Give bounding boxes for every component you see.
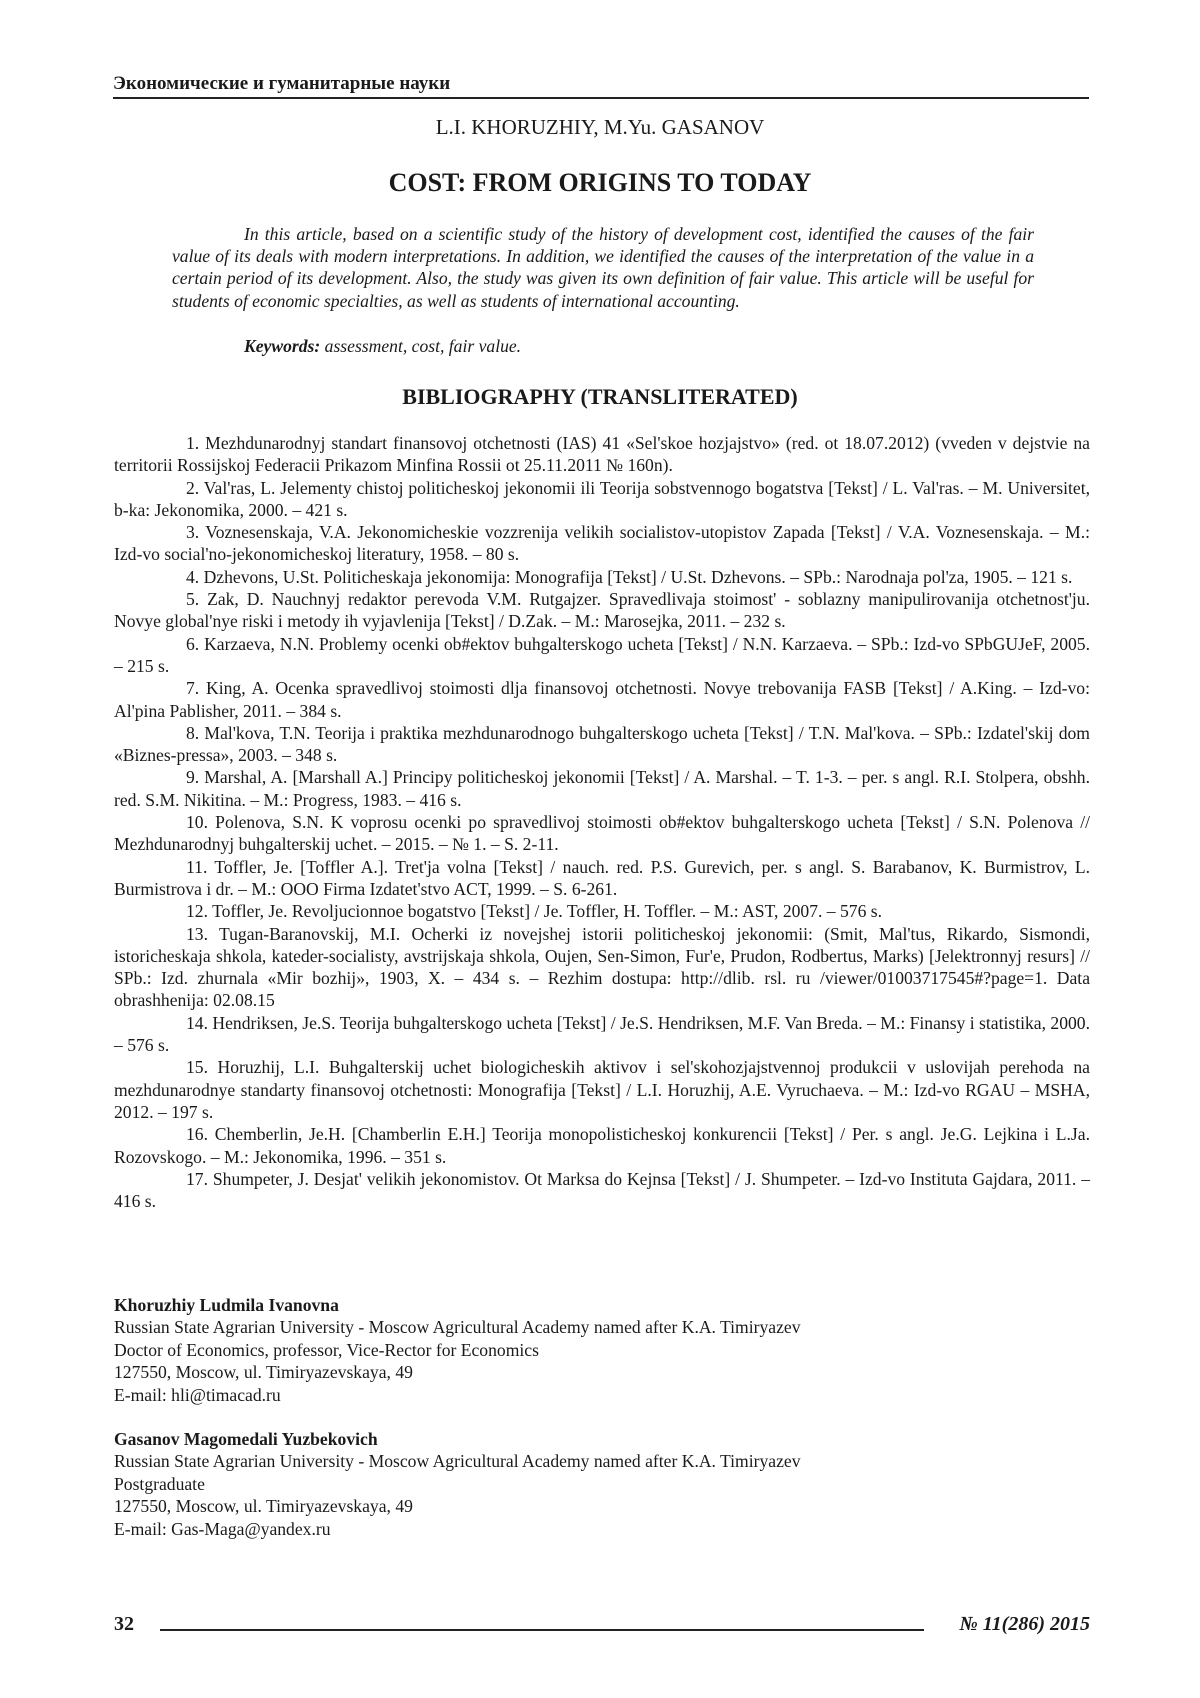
author-position: Doctor of Economics, professor, Vice-Rector for Economics — [114, 1339, 1094, 1361]
author-address: 127550, Moscow, ul. Timiryazevskaya, 49 — [114, 1495, 1094, 1517]
author-position: Postgraduate — [114, 1473, 1094, 1495]
bibliography-item: 16. Chemberlin, Je.H. [Chamberlin E.H.] Teorija monopolisticheskoj konkurencii [Tekst] / Per. s angl. Je.G. Lejkina i L.Ja. Rozovskogo. – M.: Jekonomika, 1996. – 351 s. — [114, 1123, 1090, 1168]
bibliography-item: 7. King, A. Ocenka spravedlivoj stoimosti dlja finansovoj otchetnosti. Novye trebovanija FASB [Tekst] / A.King. – Izd-vo: Al'pina Pablisher, 2011. – 384 s. — [114, 677, 1090, 722]
bibliography-item: 6. Karzaeva, N.N. Problemy ocenki ob#ektov buhgalterskogo ucheta [Tekst] / N.N. Karzaeva. – SPb.: Izd-vo SPbGUJeF, 2005. – 215 s. — [114, 633, 1090, 678]
bibliography-item: 15. Horuzhij, L.I. Buhgalterskij uchet biologicheskih aktivov i sel'skohozjajstvennoj produkcii v uslovijah perehoda na mezhdunarodnye standarty finansovoj otchetnosti: Monografija [Tekst] / L.I. Horuzhij, A.E. Vyruchaeva. – M.: Izd-vo RGAU – MSHA, 2012. – 197 s. — [114, 1056, 1090, 1123]
keywords-label: Keywords: — [244, 336, 320, 356]
article-abstract: In this article, based on a scientific study of the history of development cost, identified the causes of the fair value of its deals with modern interpretations. In addition, we identified the causes of the interpretation of the value in a certain period of its development. Also, the study was given its own definition of fair value. This article will be useful for students of economic specialties, as well as students of international accounting. — [172, 223, 1034, 312]
bibliography-item: 10. Polenova, S.N. K voprosu ocenki po spravedlivoj stoimosti ob#ektov buhgalterskogo ucheta [Tekst] / S.N. Polenova // Mezhdunarodnyj buhgalterskij uchet. – 2015. – № 1. – S. 2-11. — [114, 811, 1090, 856]
journal-header — [113, 72, 1089, 99]
issue-number: № 11(286) 2015 — [959, 1611, 1090, 1637]
bibliography-item: 3. Voznesenskaja, V.A. Jekonomicheskie vozzrenija velikih socialistov-utopistov Zapada [Tekst] / V.A. Voznesenskaja. – M.: Izd-vo social'no-jekonomicheskoj literatury, 1958. – 80 s. — [114, 521, 1090, 566]
bibliography-item: 9. Marshal, A. [Marshall A.] Principy politicheskoj jekonomii [Tekst] / A. Marshal. – T. 1-3. – per. s angl. R.I. Stolpera, obshh. red. S.M. Nikitina. – M.: Progress, 1983. – 416 s. — [114, 766, 1090, 811]
author-address: 127550, Moscow, ul. Timiryazevskaya, 49 — [114, 1361, 1094, 1383]
bibliography-item: 14. Hendriksen, Je.S. Teorija buhgalterskogo ucheta [Tekst] / Je.S. Hendriksen, M.F. Van Breda. – M.: Finansy i statistika, 2000. – 576 s. — [114, 1012, 1090, 1057]
journal-title: Экономические и гуманитарные науки — [113, 73, 450, 94]
bibliography-item: 13. Tugan-Baranovskij, M.I. Ocherki iz novejshej istorii politicheskoj jekonomii: (Smit, Mal'tus, Rikardo, Sismondi, istoricheskaja shkola, kateder-socialisty, avstrijskaja shkola, Oujen, Sen-Simon, Fur'e, Prudon, Rodbertus, Marks) [Jelektronnyj resurs] // SPb.: Izd. zhurnala «Mir bozhij», 1903, X. – 434 s. – Rezhim dostupa: http://dlib. rsl. ru /viewer/01003717545#?page=1. Data obrashhenija: 02.08.15 — [114, 923, 1090, 1012]
bibliography-item: 2. Val'ras, L. Jelementy chistoj politicheskoj jekonomii ili Teorija sobstvennogo bogatstva [Tekst] / L. Val'ras. – M. Universitet, b-ka: Jekonomika, 2000. – 421 s. — [114, 477, 1090, 522]
bibliography-heading: BIBLIOGRAPHY (TRANSLITERATED) — [0, 383, 1200, 411]
article-keywords — [244, 335, 521, 357]
author-name: Gasanov Magomedali Yuzbekovich — [114, 1428, 1094, 1450]
bibliography-item: 4. Dzhevons, U.St. Politicheskaja jekonomija: Monografija [Tekst] / U.St. Dzhevons. – SPb.: Narodnaja pol'za, 1905. – 121 s. — [114, 566, 1090, 588]
author-info-khoruzhiy — [114, 1294, 1094, 1406]
bibliography-item: 11. Toffler, Je. [Toffler A.]. Tret'ja volna [Tekst] / nauch. red. P.S. Gurevich, per. s angl. S. Barabanov, K. Burmistrov, L. Burmistrova i dr. – M.: OOO Firma Izdatet'stvo ACT, 1999. – S. 6-261. — [114, 856, 1090, 901]
article-authors: L.I. KHORUZHIY, M.Yu. GASANOV — [0, 114, 1200, 140]
author-email: E-mail: hli@timacad.ru — [114, 1384, 1094, 1406]
bibliography-item: 17. Shumpeter, J. Desjat' velikih jekonomistov. Ot Marksa do Kejnsa [Tekst] / J. Shumpeter. – Izd-vo Instituta Gajdara, 2011. – 416 s. — [114, 1168, 1090, 1213]
bibliography-item: 1. Mezhdunarodnyj standart finansovoj otchetnosti (IAS) 41 «Sel'skoe hozjajstvo» (red. ot 18.07.2012) (vveden v dejstvie na territorii Rossijskoj Federacii Prikazom Minfina Rossii ot 25.11.2011 № 160n). — [114, 432, 1090, 477]
author-email: E-mail: Gas-Maga@yandex.ru — [114, 1518, 1094, 1540]
footer-rule — [160, 1629, 924, 1631]
keywords-list: assessment, cost, fair value. — [325, 336, 521, 356]
author-affiliation: Russian State Agrarian University - Moscow Agricultural Academy named after K.A. Timiryazev — [114, 1316, 1094, 1338]
author-info-gasanov — [114, 1428, 1094, 1540]
page-footer — [114, 1611, 1090, 1637]
bibliography-item: 8. Mal'kova, T.N. Teorija i praktika mezhdunarodnogo buhgalterskogo ucheta [Tekst] / T.N. Mal'kova. – SPb.: Izdatel'skij dom «Biznes-pressa», 2003. – 348 s. — [114, 722, 1090, 767]
author-name: Khoruzhiy Ludmila Ivanovna — [114, 1294, 1094, 1316]
author-affiliation: Russian State Agrarian University - Moscow Agricultural Academy named after K.A. Timiryazev — [114, 1450, 1094, 1472]
bibliography-list — [114, 432, 1090, 1212]
bibliography-item: 5. Zak, D. Nauchnyj redaktor perevoda V.M. Rutgajzer. Spravedlivaja stoimost' - soblazny manipulirovanija otchetnost'ju. Novye global'nye riski i metody ih vyjavlenija [Tekst] / D.Zak. – M.: Marosejka, 2011. – 232 s. — [114, 588, 1090, 633]
page-number: 32 — [114, 1611, 134, 1637]
article-title: COST: FROM ORIGINS TO TODAY — [0, 167, 1200, 199]
bibliography-item: 12. Toffler, Je. Revoljucionnoe bogatstvo [Tekst] / Je. Toffler, H. Toffler. – M.: AST, 2007. – 576 s. — [114, 900, 1090, 922]
